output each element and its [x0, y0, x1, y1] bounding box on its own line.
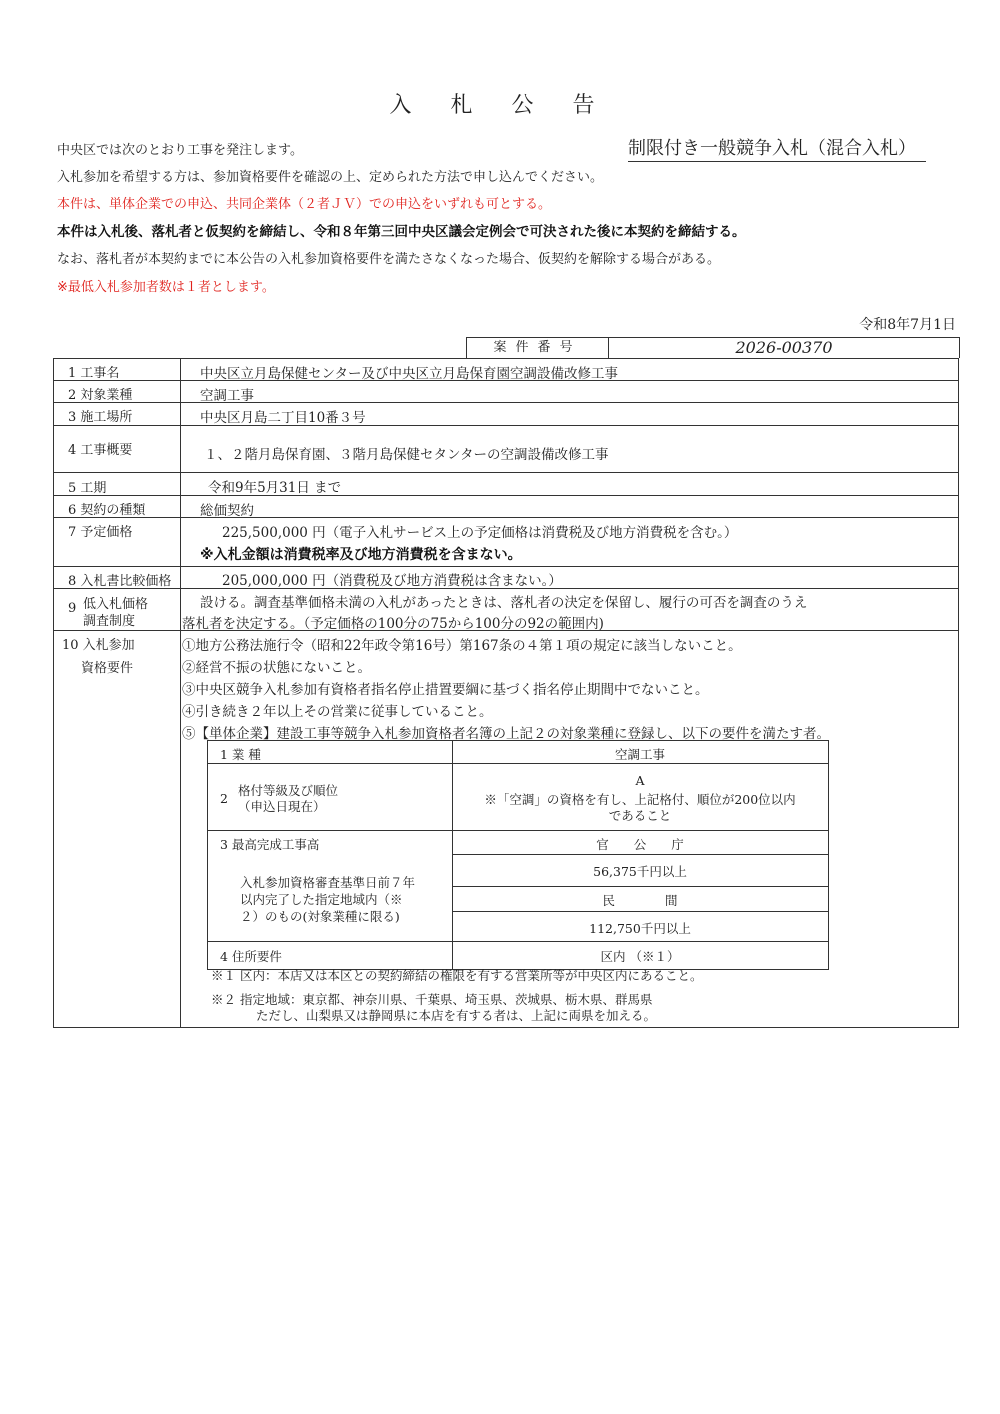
row7-label: 7 予定価格	[68, 525, 133, 540]
row3-value: 中央区月島二丁目10番３号	[200, 410, 366, 426]
row2-value: 空調工事	[200, 388, 254, 404]
intro-line-4: 本件は入札後、落札者と仮契約を締結し、令和８年第三回中央区議会定例会で可決された後に本契約を締結する。	[57, 224, 746, 240]
qual-address-label: 4 住所要件	[220, 949, 282, 964]
row6-label: 6 契約の種類	[68, 503, 146, 518]
qual-revenue-label: 3 最高完成工事高	[220, 837, 320, 852]
qual-grade-num: 2	[220, 791, 228, 806]
qual-grade-note-1: ※「空調」の資格を有し、上記格付、順位が200位以内	[484, 792, 796, 807]
row9-num: 9	[68, 601, 77, 616]
qualification-table	[207, 740, 829, 970]
intro-line-5: なお、落札者が本契約までに本公告の入札参加資格要件を満たさなくなった場合、仮契約を解除する場合がある。	[57, 252, 721, 267]
qual-private-label: 民 間	[602, 893, 678, 908]
row5-label: 5 工期	[68, 481, 107, 496]
row7-note: ※入札金額は消費税率及び地方消費税を含まない。	[200, 547, 522, 563]
row9-value-2: 落札者を決定する。（予定価格の100分の75から100分の92の範囲内)	[182, 616, 604, 632]
row6-value: 総価契約	[200, 503, 254, 519]
qual-grade-value: A	[635, 773, 645, 788]
row2-label: 2 対象業種	[68, 388, 133, 403]
qual-grade-label-2: （申込日現在）	[238, 799, 326, 814]
qual-revenue-sub-1: 入札参加資格審査基準日前７年	[240, 875, 416, 890]
qual-revenue-sub-3: ２）のもの(対象業種に限る)	[240, 909, 400, 924]
page-title: 入 札 公 告	[389, 93, 611, 118]
qual-industry-value: 空調工事	[614, 747, 665, 762]
requirement-item-2: ②経営不振の状態にないこと。	[182, 660, 371, 676]
qual-gov-amount: 56,375千円以上	[593, 864, 687, 879]
case-number-label: 案件番号	[467, 338, 609, 358]
row9-value-1: 設ける。調査基準価格未満の入札があったときは、落札者の決定を保留し、履行の可否を調査のうえ	[200, 595, 808, 611]
intro-line-6: ※最低入札参加者数は１者とします。	[57, 280, 275, 295]
row1-value: 中央区立月島保健センター及び中央区立月島保育園空調設備改修工事	[200, 366, 618, 382]
qual-grade-note-2: であること	[608, 808, 672, 823]
case-number-box	[466, 337, 960, 358]
row9-label-2: 調査制度	[83, 614, 136, 629]
bid-type: 制限付き一般競争入札（混合入札）	[628, 134, 926, 162]
row3-label: 3 施工場所	[68, 410, 133, 425]
requirement-item-1: ①地方公務法施行令（昭和22年政令第16号）第167条の４第１項の規定に該当しないこと。	[182, 638, 742, 654]
row1-label: 1 工事名	[68, 366, 120, 381]
row5-value: 令和9年5月31日 まで	[208, 480, 342, 496]
row10-label-2: 資格要件	[81, 661, 134, 676]
qual-industry-label: 1 業 種	[220, 747, 261, 762]
intro-line-3: 本件は、単体企業での申込、共同企業体（２者ＪＶ）での申込をいずれも可とする。	[57, 197, 552, 212]
footnote-2: ※２ 指定地域：東京都、神奈川県、千葉県、埼玉県、茨城県、栃木県、群馬県	[211, 992, 653, 1007]
row7-value: 225,500,000 円（電子入札サービス上の予定価格は消費税及び地方消費税を含む。）	[222, 525, 738, 541]
row9-label-1: 低入札価格	[83, 597, 149, 612]
footnote-1: ※１ 区内：本店又は本区との契約締結の権限を有する営業所等が中央区内にあること。	[211, 968, 703, 983]
requirement-item-4: ④引き続き２年以上その営業に従事していること。	[182, 704, 493, 720]
row8-value: 205,000,000 円（消費税及び地方消費税は含まない。）	[222, 573, 562, 589]
row4-value: １、２階月島保育園、３階月島保健セタンターの空調設備改修工事	[204, 447, 609, 463]
qual-revenue-sub-2: 以内完了した指定地域内（※	[240, 892, 403, 907]
row10-label-1: 10 入札参加	[62, 638, 135, 653]
requirement-item-3: ③中央区競争入札参加有資格者指名停止措置要綱に基づく指名停止期間中でないこと。	[182, 682, 709, 698]
footnote-3: ただし、山梨県又は静岡県に本店を有する者は、上記に両県を加える。	[256, 1008, 657, 1023]
intro-line-2: 入札参加を希望する方は、参加資格要件を確認の上、定められた方法で申し込んでください。	[57, 170, 604, 185]
qual-gov-label: 官 公 庁	[596, 837, 684, 852]
qual-private-amount: 112,750千円以上	[589, 921, 691, 936]
intro-line-1: 中央区では次のとおり工事を発注します。	[57, 143, 303, 158]
requirement-item-5: ⑤【単体企業】建設工事等競争入札参加資格者名簿の上記２の対象業種に登録し、以下の要件を満たす者。	[182, 726, 830, 742]
case-number-value: 2026-00370	[735, 338, 833, 357]
qual-address-value: 区内 （※１）	[600, 949, 680, 964]
notice-date: 令和8年7月1日	[859, 317, 956, 333]
row4-label: 4 工事概要	[68, 443, 133, 458]
row8-label: 8 入札書比較価格	[68, 574, 172, 589]
qual-grade-label-1: 格付等級及び順位	[238, 783, 339, 798]
